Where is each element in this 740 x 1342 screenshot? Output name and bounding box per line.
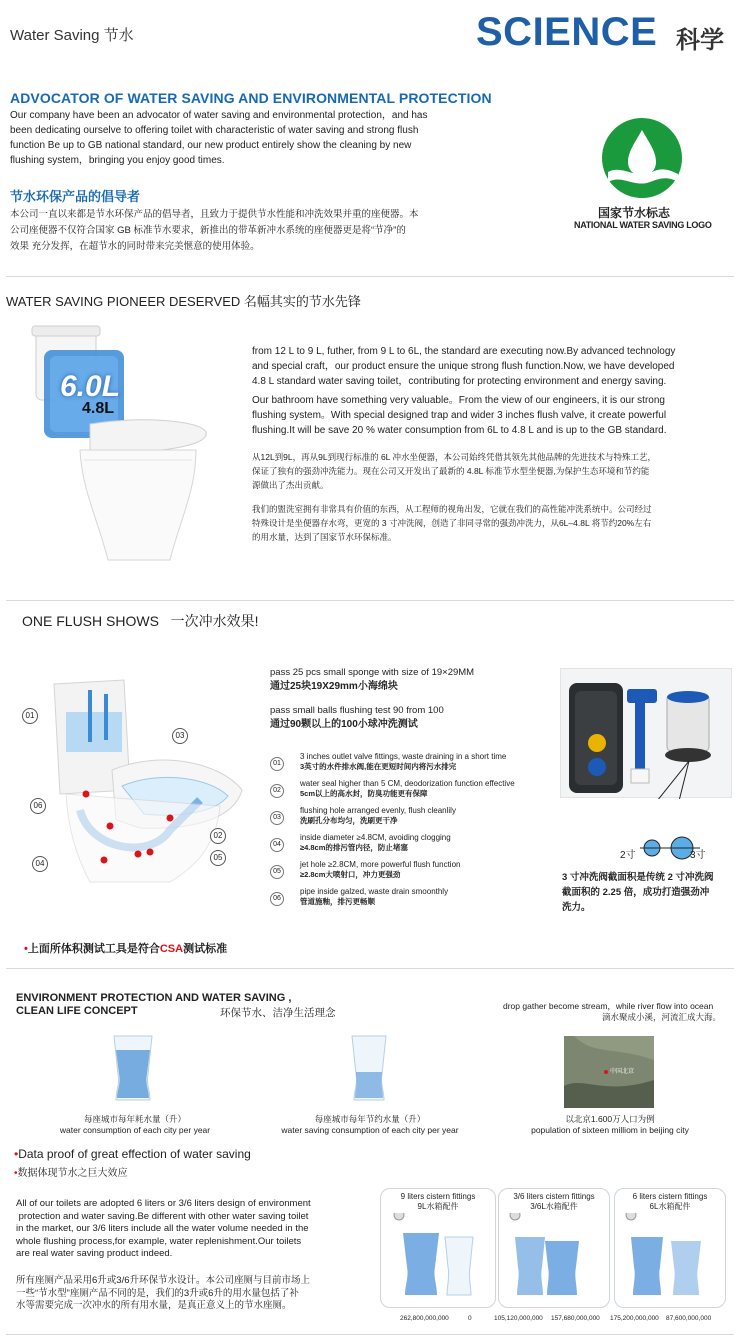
cistern-36l-left-value: 105,120,000,000 bbox=[494, 1315, 543, 1322]
proof-heading-en-text: Data proof of great effection of water saving bbox=[18, 1147, 251, 1161]
cistern-6l-right-value: 87,600,000,000 bbox=[666, 1315, 712, 1322]
stat-cn: 每座城市每年节约水量（升） bbox=[314, 1114, 426, 1124]
intro-body-cn-line: 公司座便器不仅符合国家 GB 标准节水要求，新推出的带革新冲水系统的座便器更是将“节净”的 bbox=[10, 225, 406, 236]
divider bbox=[6, 600, 734, 601]
text-line: are real water saving product indeed. bbox=[16, 1248, 173, 1259]
text-line: flushing.It will be save 20 % water consumption from 6L to 4.8 L and is up to the GB standard. bbox=[252, 425, 667, 436]
feature-num: 05 bbox=[270, 865, 284, 879]
feature-en: jet hole ≥2.8CM, more powerful flush function bbox=[300, 860, 461, 869]
drop-quote-en: drop gather become stream，while river flow into ocean bbox=[503, 1001, 714, 1011]
feature-cn: ≥4.8cm的排污管内径，防止堵塞 bbox=[300, 843, 408, 852]
capacity-badge-big: 6.0L bbox=[60, 370, 121, 403]
csa-mark: CSA bbox=[159, 943, 184, 955]
water-drop-logo-icon bbox=[600, 116, 684, 200]
flush-valve-photo bbox=[560, 668, 732, 798]
glass-partial-illustration bbox=[348, 1034, 390, 1106]
header-science-title: SCIENCE bbox=[476, 10, 658, 54]
test-sponge-en: pass 25 pcs small sponge with size of 19×29MM bbox=[270, 667, 475, 678]
divider bbox=[6, 276, 734, 277]
text-line: All of our toilets are adopted 6 liters or 3/6 liters design of environment bbox=[16, 1198, 311, 1209]
proof-body-cn bbox=[16, 1275, 366, 1313]
feature-en: water seal higher than 5 CM, deodorization function effective bbox=[300, 779, 515, 788]
feature-en: inside diameter ≥4.8CM, avoiding clogging bbox=[300, 833, 451, 842]
text-line: and special craft，our product ensure the unique strong flush function.Now, we have developed bbox=[252, 361, 675, 372]
intro-body-cn-line: 本公司一直以来都是节水环保产品的倡导者，且致力于提供节水性能和冲洗效果并重的座便器。本 bbox=[10, 209, 419, 220]
intro-body-en-line: been dedicating ourselve to offering toilet with characteristic of water saving and strong flush bbox=[10, 125, 419, 136]
intro-body-cn bbox=[10, 207, 490, 255]
pioneer-para-2 bbox=[252, 393, 732, 438]
env-heading-line1: ENVIRONMENT PROTECTION AND WATER SAVING , bbox=[16, 992, 292, 1004]
test-sponge-cn: 通过25块19X29mm小海绵块 bbox=[270, 681, 398, 692]
text-line: whole flushing process,for example, water replenishment.Our toilets bbox=[16, 1235, 302, 1247]
cistern-cn: 3/6L水箱配件 bbox=[530, 1202, 578, 1211]
stat-en: water saving consumption of each city per year bbox=[281, 1125, 459, 1135]
logo-caption-en: NATIONAL WATER SAVING LOGO bbox=[574, 220, 712, 230]
text-line: 源做出了杰出贡献。 bbox=[252, 480, 329, 490]
callout-04: 04 bbox=[32, 856, 48, 872]
stat-population bbox=[510, 1114, 710, 1136]
valve-caption bbox=[562, 870, 737, 915]
valve-caption-line: 3 寸冲洗阀截面积是传统 2 寸冲洗阀 bbox=[562, 872, 714, 883]
capacity-badge-small: 4.8L bbox=[82, 400, 115, 417]
test-balls-cn: 通过90颗以上的100小球冲洗测试 bbox=[270, 719, 418, 730]
flush-heading: ONE FLUSH SHOWS 一次冲水效果! bbox=[22, 613, 259, 629]
pioneer-para-4 bbox=[252, 502, 732, 544]
feature-cn: ≥2.8cm大喷射口，冲力更强劲 bbox=[300, 870, 401, 879]
text-line: 从12L到9L，再从9L到现行标准的 6L 冲水坐便器，本公司始终凭借其领先其他品牌的先进技术与特殊工艺， bbox=[252, 452, 656, 462]
bullet-icon: • bbox=[14, 1147, 19, 1161]
cistern-glasses-icon bbox=[499, 1213, 611, 1303]
text-line: Our bathroom have something very valuable。From the view of our engineers, it is our strong bbox=[252, 395, 665, 406]
feature-cn: 3英寸的水件排水阀,能在更短时间内将污水排完 bbox=[300, 762, 457, 771]
pioneer-heading: WATER SAVING PIONEER DESERVED 名幅其实的节水先锋 bbox=[6, 294, 361, 309]
feature-num: 01 bbox=[270, 757, 284, 771]
callout-05: 05 bbox=[210, 850, 226, 866]
intro-body-en-line: function Be up to GB national standard, our new product entirely show the cleaning by new bbox=[10, 140, 412, 151]
text-line: 我们的盥洗室拥有非常具有价值的东西，从工程师的视角出发，它就在我们的高性能冲洗系统中。公司经过 bbox=[252, 504, 652, 514]
stat-en: water consumption of each city per year bbox=[59, 1125, 211, 1135]
proof-heading-cn bbox=[14, 1164, 128, 1179]
drop-quote-cn: 滴水聚成小溪，河流汇成大海。 bbox=[602, 1012, 722, 1022]
csa-note bbox=[24, 940, 227, 956]
pioneer-para-3 bbox=[252, 450, 732, 492]
text-line: in the market, our 3/6 liters include all the water volume needed in the bbox=[16, 1223, 309, 1234]
callout-02: 02 bbox=[210, 828, 226, 844]
valve-label-2: 2寸 bbox=[620, 850, 636, 861]
valve-label-3: 3寸 bbox=[690, 850, 706, 861]
cistern-6l-card bbox=[614, 1188, 726, 1308]
text-line: 特殊设计是坐便器存水弯，更宽的 3 寸冲洗阀，创造了非同寻常的强劲冲洗力，从6L–4.8L 将节约20%左右 bbox=[252, 518, 652, 528]
cistern-cn: 9L水箱配件 bbox=[417, 1202, 459, 1211]
cistern-36l-card bbox=[498, 1188, 610, 1308]
water-saving-logo bbox=[600, 116, 684, 200]
intro-body-cn-line: 效果 充分发挥，在超节水的同时带来完美惬意的使用体验。 bbox=[10, 241, 260, 252]
cistern-en: 6 liters cistern fittings bbox=[632, 1192, 708, 1201]
intro-body-en bbox=[10, 108, 490, 168]
feature-cn: 洗刷孔分布均匀，洗刷更干净 bbox=[300, 816, 398, 825]
feature-num: 03 bbox=[270, 811, 284, 825]
text-line: 4.8 L standard water saving toilet，contributing for protecting environment and energy saving. bbox=[252, 376, 667, 387]
csa-note-suffix: 测试标准 bbox=[183, 943, 228, 955]
intro-heading-cn: 节水环保产品的倡导者 bbox=[10, 189, 141, 204]
divider bbox=[6, 968, 734, 969]
text-line: 保证了独有的强劲冲洗能力。现在公司又开发出了最新的 4.8L 标准节水型坐便器,为保护生态环境和节约能 bbox=[252, 466, 650, 476]
feature-num: 02 bbox=[270, 784, 284, 798]
feature-en: flushing hole arranged evenly, flush cleanlily bbox=[300, 806, 456, 815]
stat-cn: 每座城市每年耗水量（升） bbox=[83, 1114, 186, 1124]
valve-caption-line: 截面积的 2.25 倍，成功打造强劲冲 bbox=[562, 887, 710, 898]
cistern-en: 3/6 liters cistern fittings bbox=[513, 1192, 595, 1201]
feature-num: 04 bbox=[270, 838, 284, 852]
proof-heading-en bbox=[14, 1147, 251, 1161]
pioneer-para-1 bbox=[252, 344, 732, 389]
csa-note-prefix: 上面所体积测试工具是符合 bbox=[27, 943, 160, 955]
cutaway-toilet-illustration bbox=[20, 670, 265, 885]
cistern-glasses-icon bbox=[615, 1213, 727, 1303]
divider bbox=[6, 1334, 734, 1335]
env-heading-line2: CLEAN LIFE CONCEPT bbox=[16, 1005, 138, 1017]
text-line: flushing system。With special designed trap and wider 3 inches flush valve, it create powerful bbox=[252, 410, 667, 421]
feature-cn: 5cm以上的高水封，防臭功能更有保障 bbox=[300, 789, 428, 798]
feature-cn: 管道施釉，排污更畅顺 bbox=[300, 897, 375, 906]
toilet-illustration bbox=[20, 320, 220, 565]
stat-saving bbox=[260, 1114, 480, 1136]
text-line: protection and water saving.Be different with other water saving toilet bbox=[16, 1210, 309, 1222]
proof-body-en bbox=[16, 1198, 366, 1261]
test-balls-en: pass small balls flushing test 90 from 100 bbox=[270, 705, 444, 716]
logo-caption-cn: 国家节水标志 bbox=[598, 206, 671, 220]
intro-body-en-line: flushing system，bringing you enjoy good times. bbox=[10, 155, 225, 166]
page-header bbox=[0, 0, 740, 70]
proof-heading-cn-text: 数据体现节水之巨大效应 bbox=[17, 1168, 128, 1179]
valve-caption-line: 洗力。 bbox=[562, 902, 591, 913]
stat-en: population of sixteen milliom in beijing city bbox=[531, 1125, 689, 1135]
pioneer-text bbox=[252, 344, 732, 544]
callout-06: 06 bbox=[30, 798, 46, 814]
text-line: 一些“节水型”座厕产品不同的是，我们的3升或6升的用水量包括了补 bbox=[16, 1287, 299, 1299]
cistern-glasses-icon bbox=[381, 1213, 497, 1303]
header-science-cn: 科学 bbox=[676, 27, 724, 54]
bullet-icon: • bbox=[14, 1168, 18, 1179]
flush-tests bbox=[270, 666, 540, 732]
text-line: 水等需要完成一次冲水的所有用水量，是真正意义上的节水座厕。 bbox=[16, 1300, 292, 1311]
feature-en: pipe inside galzed, waste drain smoonthly bbox=[300, 887, 449, 896]
feature-num: 06 bbox=[270, 892, 284, 906]
cistern-6l-left-value: 175,200,000,000 bbox=[610, 1315, 659, 1322]
cistern-9l-card bbox=[380, 1188, 496, 1308]
header-left-title: Water Saving 节水 bbox=[10, 27, 134, 44]
callout-03: 03 bbox=[172, 728, 188, 744]
cistern-9l-right-value: 0 bbox=[468, 1315, 472, 1322]
env-heading-cn: 环保节水、洁净生活理念 bbox=[220, 1007, 336, 1019]
callout-01: 01 bbox=[22, 708, 38, 724]
bullet-icon: • bbox=[24, 943, 28, 955]
intro-heading-en: ADVOCATOR OF WATER SAVING AND ENVIRONMENTAL PROTECTION bbox=[10, 90, 492, 106]
cistern-36l-right-value: 157,680,000,000 bbox=[551, 1315, 600, 1322]
map-label: 中国北京 bbox=[610, 1069, 635, 1075]
text-line: 所有座厕产品采用6升或3/6升环保节水设计。本公司座厕与目前市场上 bbox=[16, 1275, 310, 1286]
glass-full-illustration bbox=[110, 1034, 156, 1106]
beijing-map-photo bbox=[564, 1036, 654, 1108]
cistern-9l-left-value: 262,800,000,000 bbox=[400, 1315, 449, 1322]
intro-body-en-line: Our company have been an advocator of water saving and environmental protection，and has bbox=[10, 110, 428, 121]
text-line: 的用水量，达到了国家节水环保标准。 bbox=[252, 532, 397, 542]
cistern-en: 9 liters cistern fittings bbox=[400, 1192, 476, 1201]
feature-en: 3 inches outlet valve fittings, waste draining in a short time bbox=[300, 752, 507, 761]
stat-cn: 以北京1.600万人口为例 bbox=[565, 1114, 655, 1124]
stat-consumption bbox=[40, 1114, 230, 1136]
cistern-cn: 6L水箱配件 bbox=[649, 1202, 691, 1211]
text-line: from 12 L to 9 L, futher, from 9 L to 6L, the standard are executing now.By advanced technology bbox=[252, 346, 676, 357]
